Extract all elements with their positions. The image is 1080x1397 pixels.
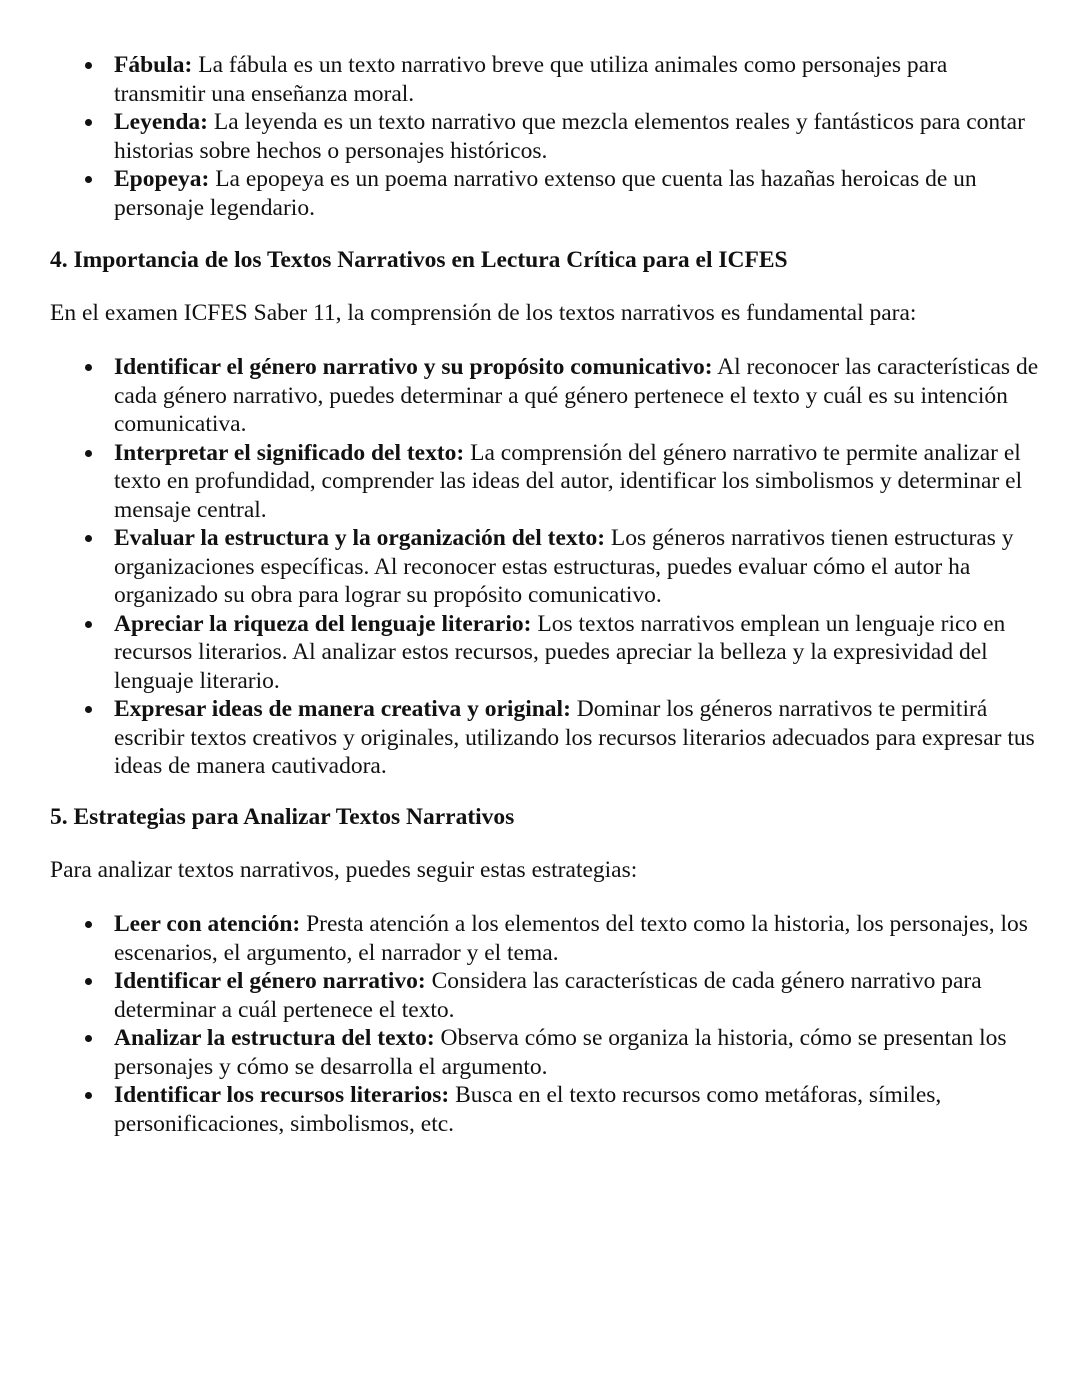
list-item (0, 439, 1080, 525)
list-item-term: Interpretar el significado del texto: (114, 439, 465, 466)
list-item (0, 610, 1080, 696)
list-item (0, 353, 1080, 439)
list-item-term: Identificar el género narrativo: (114, 968, 426, 994)
section-heading: 4. Importancia de los Textos Narrativos en Lectura Crítica para el ICFES (50, 247, 788, 273)
list-item-text: La epopeya es un poema narrativo extenso que cuenta las hazañas heroicas de un personaje legendario. (114, 166, 977, 221)
list-item-text: Busca en el texto recursos como metáforas, símiles, personificaciones, simbolismos, etc. (114, 1082, 942, 1137)
list-item-term: Apreciar la riqueza del lenguaje literario: (114, 610, 532, 637)
list-item (0, 165, 1080, 222)
section-intro: En el examen ICFES Saber 11, la comprensión de los textos narrativos es fundamental para: (50, 300, 917, 326)
list-item (0, 910, 1080, 967)
list-item-term: Leer con atención: (114, 911, 301, 937)
section-heading: 5. Estrategias para Analizar Textos Narrativos (50, 804, 515, 830)
list-item-text: Los textos narrativos emplean un lenguaje rico en recursos literarios. Al analizar estos recursos, puedes apreciar la belleza y la expresividad del lenguaje literario. (114, 610, 1006, 694)
list-item-text: La comprensión del género narrativo te permite analizar el texto en profundidad, comprender las ideas del autor, identificar los simbolismos y determinar el mensaje central. (114, 439, 1023, 523)
list-item (0, 51, 1080, 108)
list-item-term: Identificar el género narrativo y su propósito comunicativo: (114, 354, 713, 380)
list-item (0, 967, 1080, 1024)
list-item-term: Expresar ideas de manera creativa y original: (114, 696, 571, 722)
narrative-genres-list (0, 51, 1080, 222)
strategies-list (0, 910, 1080, 1138)
list-item-text: Presta atención a los elementos del texto como la historia, los personajes, los escenarios, el argumento, el narrador y el tema. (114, 911, 1028, 966)
list-item-text: La fábula es un texto narrativo breve que utiliza animales como personajes para transmitir una enseñanza moral. (114, 52, 948, 107)
list-item (0, 108, 1080, 165)
list-item-text: Dominar los géneros narrativos te permitirá escribir textos creativos y originales, utilizando los recursos literarios adecuados para expresar tus ideas de manera cautivadora. (114, 696, 1035, 779)
list-item-term: Epopeya: (114, 166, 210, 192)
list-item (0, 524, 1080, 610)
list-item-term: Analizar la estructura del texto: (114, 1025, 435, 1051)
list-item (0, 1024, 1080, 1081)
list-item-text: La leyenda es un texto narrativo que mezcla elementos reales y fantásticos para contar historias sobre hechos o personajes históricos. (114, 109, 1025, 164)
list-item-text: Considera las características de cada género narrativo para determinar a cuál pertenece el texto. (114, 968, 982, 1023)
importance-list (0, 353, 1080, 781)
list-item-text: Observa cómo se organiza la historia, cómo se presentan los personajes y cómo se desarrolla el argumento. (114, 1025, 1007, 1080)
list-item (0, 695, 1080, 781)
list-item-text: Al reconocer las características de cada género narrativo, puedes determinar a qué género pertenece el texto y cuál es su intención comunicativa. (114, 354, 1039, 437)
list-item-term: Fábula: (114, 52, 193, 78)
list-item-text: Los géneros narrativos tienen estructuras y organizaciones específicas. Al reconocer estas estructuras, puedes evaluar cómo el autor ha organizado su obra para lograr su propósito comunicativo. (114, 525, 1014, 608)
list-item-term: Leyenda: (114, 109, 208, 135)
list-item-term: Evaluar la estructura y la organización del texto: (114, 525, 606, 551)
list-item (0, 1081, 1080, 1138)
section-intro: Para analizar textos narrativos, puedes seguir estas estrategias: (50, 857, 638, 883)
list-item-term: Identificar los recursos literarios: (114, 1082, 450, 1108)
